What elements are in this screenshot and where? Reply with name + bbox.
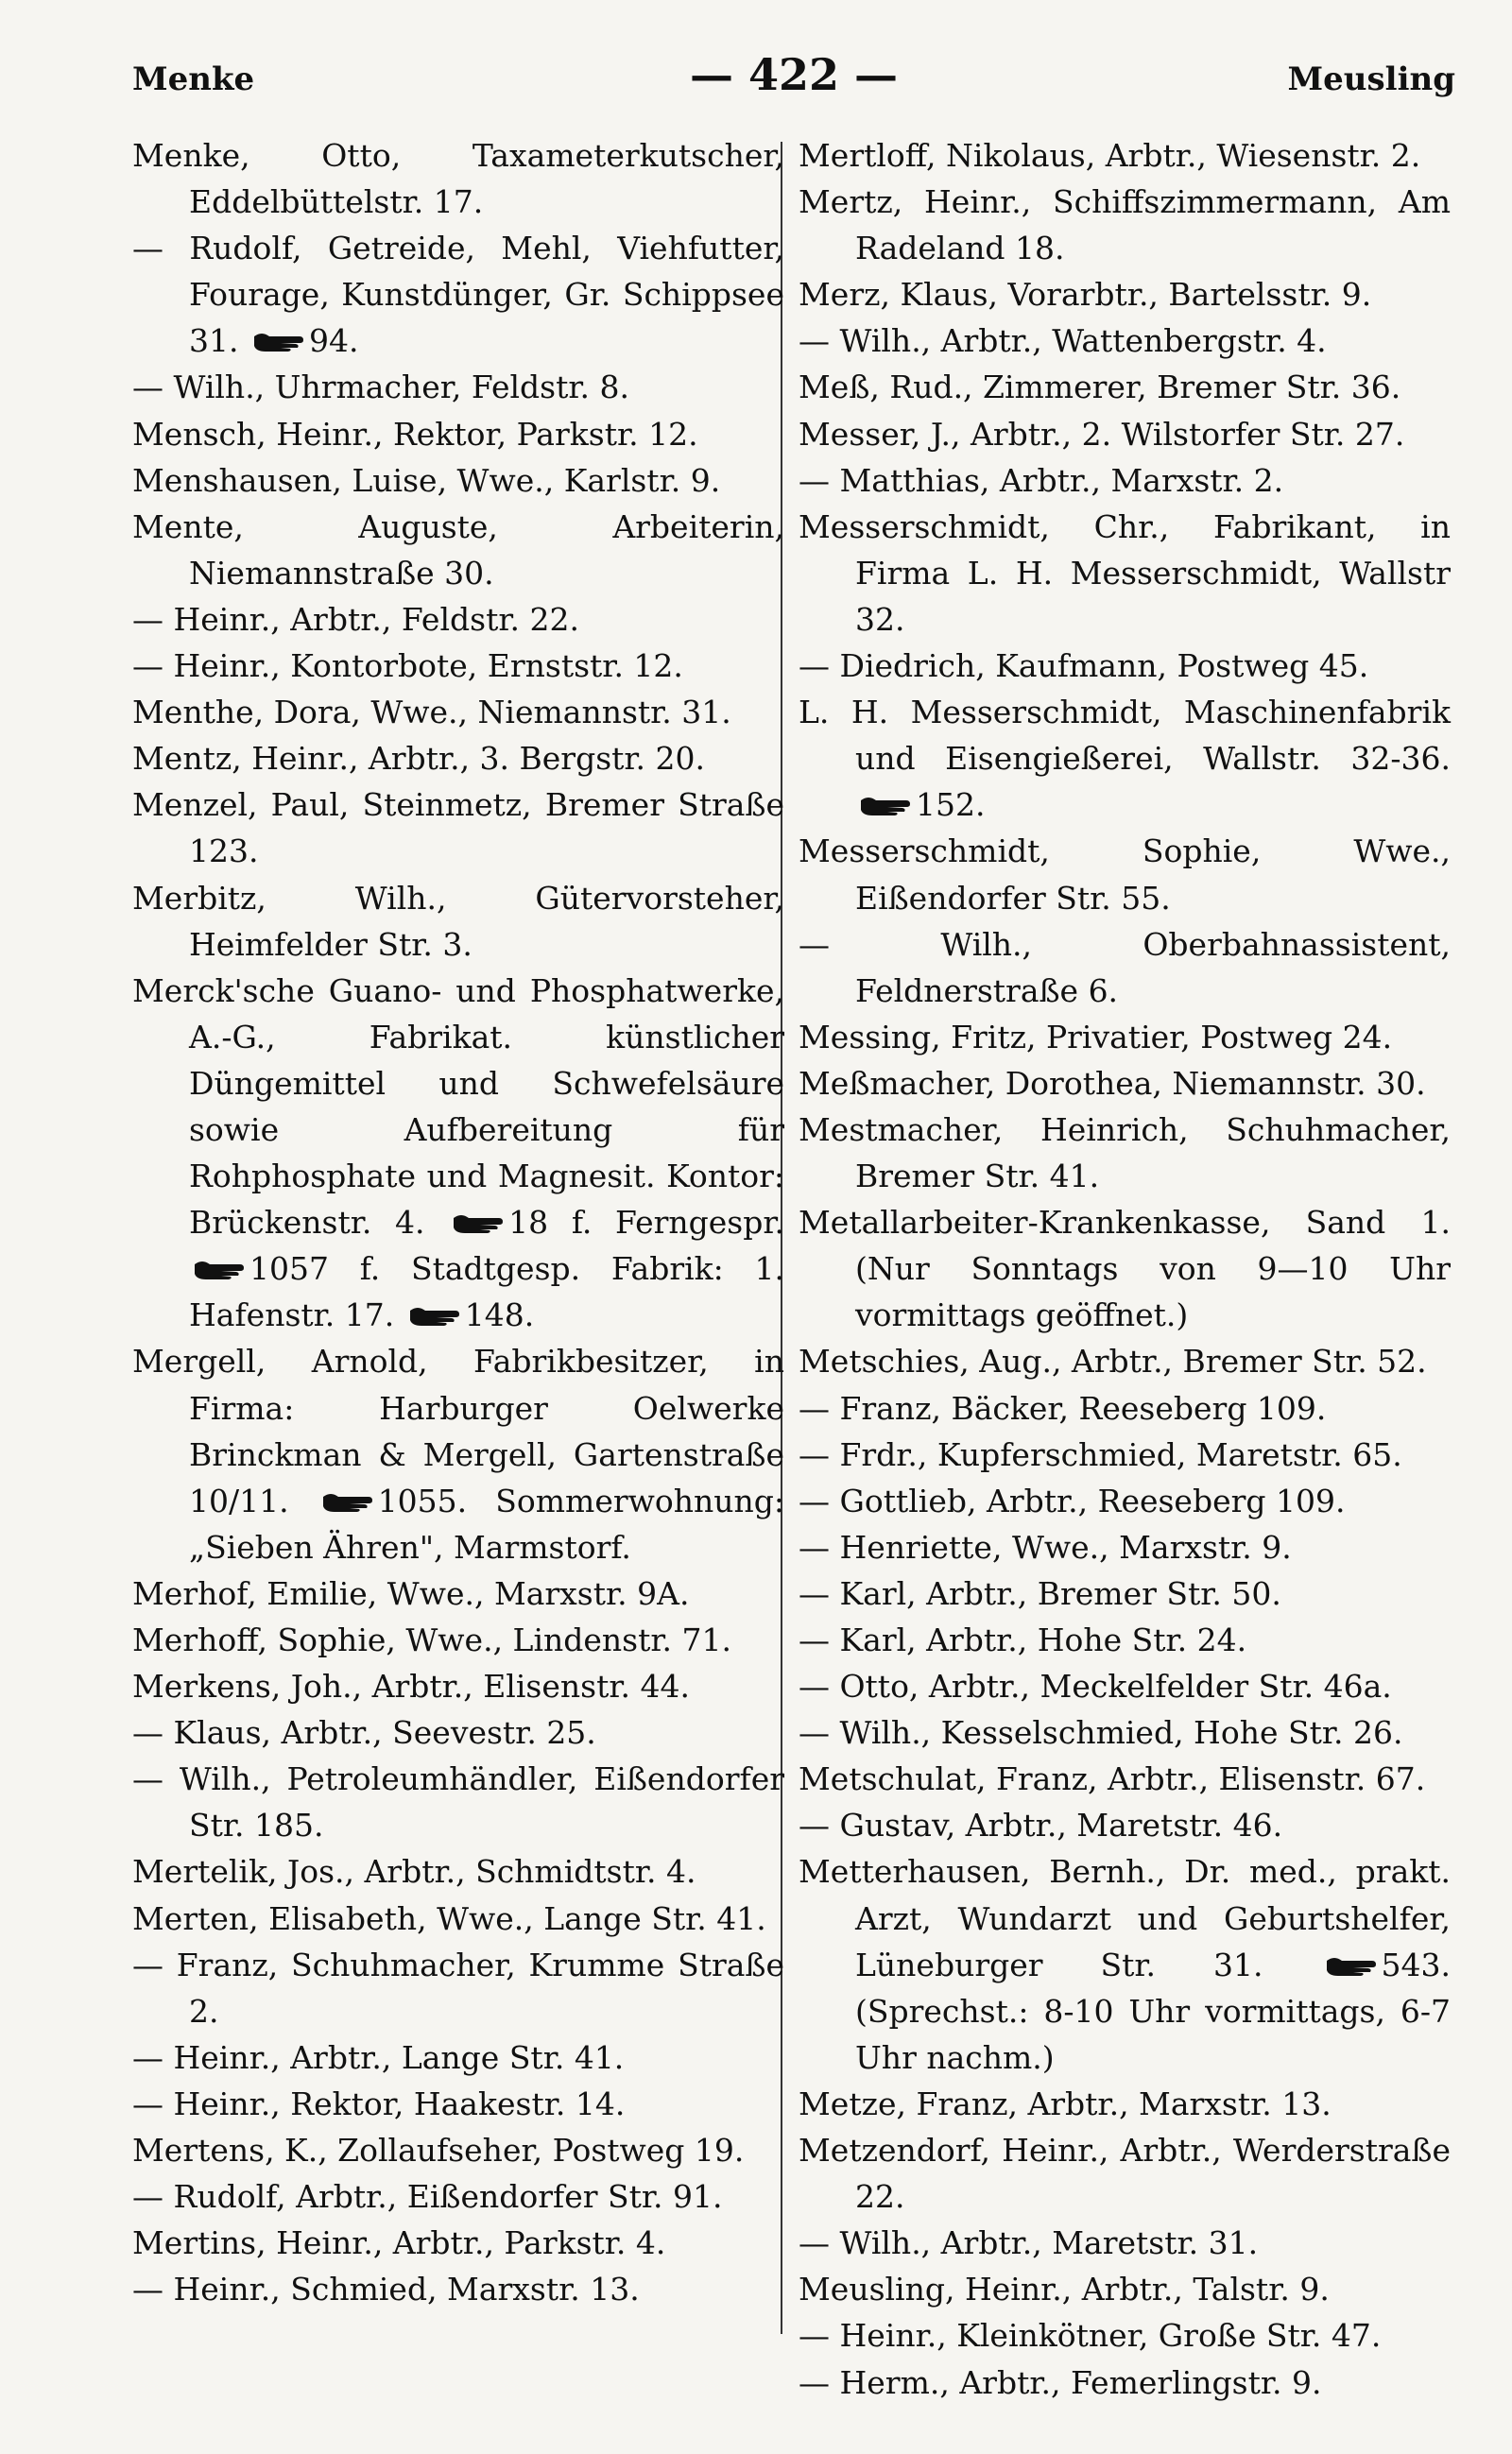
- entry-text: Merbitz, Wilh., Gütervorsteher, Heimfelder Str. 3.: [132, 879, 784, 963]
- left-column-entry: [132, 1338, 784, 1570]
- header-right-keyword: Meusling: [1287, 60, 1455, 98]
- entry-text: Metzendorf, Heinr., Arbtr., Werderstraße 22.: [799, 2132, 1451, 2216]
- entry-text: — Frdr., Kupferschmied, Maretstr. 65.: [799, 1435, 1402, 1473]
- right-column-entry: [799, 2081, 1451, 2127]
- left-column-entry: [132, 2127, 784, 2173]
- left-column-entry: [132, 504, 784, 596]
- phone-number: 543.: [1381, 1946, 1451, 1983]
- page-number: — 422 —: [689, 49, 899, 100]
- entry-text: L. H. Messerschmidt, Maschinenfabrik und Eisengießerei, Wallstr. 32-36.: [799, 694, 1451, 778]
- entry-text: — Franz, Schuhmacher, Krumme Straße 2.: [132, 1946, 784, 2030]
- page-header: [132, 42, 1455, 108]
- telephone-icon: [252, 331, 305, 353]
- entry-text: — Rudolf, Arbtr., Eißendorfer Str. 91.: [132, 2178, 723, 2216]
- header-left-keyword: Menke: [132, 60, 255, 98]
- entry-text: — Otto, Arbtr., Meckelfelder Str. 46a.: [799, 1668, 1392, 1706]
- right-column-entry: [799, 411, 1451, 457]
- entry-text: — Herm., Arbtr., Femerlingstr. 9.: [799, 2363, 1322, 2401]
- right-column-entry: [799, 643, 1451, 689]
- right-column-entry: [799, 1570, 1451, 1617]
- right-column-entry: [799, 1385, 1451, 1432]
- right-column-entry: [799, 1199, 1451, 1338]
- right-column-entry: [799, 504, 1451, 643]
- left-column-entry: [132, 2220, 784, 2266]
- entry-text: — Karl, Arbtr., Hohe Str. 24.: [799, 1622, 1247, 1658]
- entry-text: — Wilh., Kesselschmied, Hohe Str. 26.: [799, 1714, 1403, 1752]
- right-column-entry: [799, 1848, 1451, 2080]
- left-column-entry: [132, 643, 784, 689]
- left-column: [132, 132, 784, 2312]
- entry-text: Metze, Franz, Arbtr., Marxstr. 13.: [799, 2085, 1332, 2122]
- right-column-entry: [799, 2127, 1451, 2220]
- entry-text: Menzel, Paul, Steinmetz, Bremer Straße 123.: [132, 786, 784, 870]
- entry-text: Messerschmidt, Sophie, Wwe., Eißendorfer Str. 55.: [799, 832, 1451, 917]
- entry-text: Stadtgesp. Fabrik: 1. Hafenstr. 17.: [189, 1250, 784, 1334]
- right-column-entry: [799, 1709, 1451, 1756]
- left-column-entry: [132, 364, 784, 410]
- entry-text: — Karl, Arbtr., Bremer Str. 50.: [799, 1574, 1281, 1612]
- right-column-entry: [799, 1107, 1451, 1199]
- entry-text: — Heinr., Rektor, Haakestr. 14.: [132, 2085, 626, 2122]
- right-column-entry: [799, 271, 1451, 317]
- right-column-entry: [799, 317, 1451, 364]
- entry-text: Meßmacher, Dorothea, Niemannstr. 30.: [799, 1064, 1426, 1102]
- telephone-icon: [859, 795, 912, 817]
- entry-text: — Heinr., Kontorbote, Ernststr. 12.: [132, 647, 683, 685]
- entry-text: — Diedrich, Kaufmann, Postweg 45.: [799, 647, 1369, 685]
- right-column-entry: [799, 1756, 1451, 1802]
- entry-text: Merkens, Joh., Arbtr., Elisenstr. 44.: [132, 1668, 690, 1706]
- telephone-icon: [1325, 1955, 1378, 1978]
- entry-text: Metschulat, Franz, Arbtr., Elisenstr. 67.: [799, 1760, 1426, 1798]
- right-column-entry: [799, 1478, 1451, 1524]
- left-column-entry: [132, 1617, 784, 1663]
- entry-text: — Wilh., Arbtr., Maretstr. 31.: [799, 2224, 1259, 2262]
- entry-text: — Heinr., Schmied, Marxstr. 13.: [132, 2271, 640, 2308]
- entry-text: — Henriette, Wwe., Marxstr. 9.: [799, 1528, 1292, 1566]
- right-column-entry: [799, 2312, 1451, 2359]
- entry-text: Mensch, Heinr., Rektor, Parkstr. 12.: [132, 415, 698, 453]
- phone-number: 148.: [464, 1296, 535, 1334]
- entry-text: Sommerwohnung: „Sieben Ähren", Marmstorf.: [189, 1482, 784, 1566]
- entry-text: — Matthias, Arbtr., Marxstr. 2.: [799, 461, 1284, 499]
- telephone-icon: [452, 1212, 505, 1235]
- entry-text: — Rudolf, Getreide, Mehl, Viehfutter, Fourage, Kunstdünger, Gr. Schippsee 31.: [132, 230, 784, 360]
- entry-text: Merhof, Emilie, Wwe., Marxstr. 9A.: [132, 1574, 690, 1612]
- entry-text: Messerschmidt, Chr., Fabrikant, in Firma L. H. Messerschmidt, Wallstr 32.: [799, 507, 1451, 638]
- entry-text: Metschies, Aug., Arbtr., Bremer Str. 52.: [799, 1343, 1427, 1381]
- entry-text: — Heinr., Arbtr., Lange Str. 41.: [132, 2038, 625, 2076]
- left-column-entry: [132, 457, 784, 504]
- left-column-entry: [132, 1756, 784, 1848]
- right-column-entry: [799, 1802, 1451, 1848]
- phone-number: 152.: [916, 786, 986, 824]
- entry-text: Merhoff, Sophie, Wwe., Lindenstr. 71.: [132, 1622, 731, 1658]
- right-column-entry: [799, 1524, 1451, 1570]
- entry-text: — Wilh., Oberbahnassistent, Feldnerstraße 6.: [799, 925, 1451, 1009]
- right-column: [799, 132, 1451, 2406]
- telephone-icon: [321, 1491, 374, 1514]
- left-column-entry: [132, 1896, 784, 1942]
- right-column-entry: [799, 364, 1451, 410]
- left-column-entry: [132, 2173, 784, 2220]
- entry-text: Merten, Elisabeth, Wwe., Lange Str. 41.: [132, 1899, 766, 1937]
- left-column-entry: [132, 1848, 784, 1895]
- entry-text: — Gottlieb, Arbtr., Reeseberg 109.: [799, 1482, 1346, 1519]
- entry-text: — Wilh., Petroleumhändler, Eißendorfer Str. 185.: [132, 1760, 784, 1845]
- left-column-entry: [132, 875, 784, 968]
- entry-text: Mentz, Heinr., Arbtr., 3. Bergstr. 20.: [132, 740, 706, 778]
- entry-text: Mertins, Heinr., Arbtr., Parkstr. 4.: [132, 2224, 666, 2262]
- entry-text: Metterhausen, Bernh., Dr. med., prakt. Arzt, Wundarzt und Geburtshelfer, Lüneburger Str. 31.: [799, 1853, 1451, 1983]
- entry-text: Mertz, Heinr., Schiffszimmermann, Am Radeland 18.: [799, 183, 1451, 267]
- left-column-entry: [132, 411, 784, 457]
- right-column-entry: [799, 179, 1451, 271]
- right-column-entry: [799, 921, 1451, 1014]
- left-column-entry: [132, 735, 784, 781]
- telephone-icon: [408, 1305, 461, 1328]
- entry-text: Menshausen, Luise, Wwe., Karlstr. 9.: [132, 461, 721, 499]
- left-column-entry: [132, 781, 784, 874]
- right-column-entry: [799, 689, 1451, 828]
- left-column-entry: [132, 2034, 784, 2081]
- entry-text: — Franz, Bäcker, Reeseberg 109.: [799, 1389, 1327, 1427]
- right-column-entry: [799, 1617, 1451, 1663]
- left-column-entry: [132, 689, 784, 735]
- entry-text: Messer, J., Arbtr., 2. Wilstorfer Str. 27.: [799, 415, 1405, 453]
- phone-number: 1055.: [377, 1482, 468, 1519]
- entry-text: Meusling, Heinr., Arbtr., Talstr. 9.: [799, 2271, 1330, 2308]
- left-column-entry: [132, 2081, 784, 2127]
- entry-text: Mertelik, Jos., Arbtr., Schmidtstr. 4.: [132, 1853, 696, 1891]
- phone-number: 94.: [308, 322, 359, 360]
- entry-text: Mestmacher, Heinrich, Schuhmacher, Bremer Str. 41.: [799, 1110, 1451, 1195]
- right-column-entry: [799, 457, 1451, 504]
- entry-text: Merz, Klaus, Vorarbtr., Bartelsstr. 9.: [799, 276, 1372, 314]
- entry-text: Menthe, Dora, Wwe., Niemannstr. 31.: [132, 694, 731, 731]
- entry-text: — Wilh., Uhrmacher, Feldstr. 8.: [132, 369, 629, 406]
- entry-text: Merck'sche Guano- und Phosphatwerke, A.-G., Fabrikat. künstlicher Düngemittel und Schwefelsäure sowie Aufbereitung für Rohphosphate und Magnesit. Kontor: Brückenstr. 4.: [132, 971, 784, 1242]
- right-column-entry: [799, 1432, 1451, 1478]
- entry-text: Menke, Otto, Taxameterkutscher, Eddelbüttelstr. 17.: [132, 137, 784, 221]
- left-column-entry: [132, 225, 784, 364]
- left-column-entry: [132, 1942, 784, 2034]
- entry-text: Meß, Rud., Zimmerer, Bremer Str. 36.: [799, 369, 1401, 406]
- right-column-entry: [799, 1338, 1451, 1384]
- right-column-entry: [799, 2360, 1451, 2406]
- right-column-entry: [799, 1663, 1451, 1709]
- right-column-entry: [799, 2220, 1451, 2266]
- entry-text: (Sprechst.: 8-10 Uhr vormittags, 6-7 Uhr nachm.): [855, 1992, 1451, 2076]
- entry-text: — Heinr., Arbtr., Feldstr. 22.: [132, 600, 579, 638]
- right-column-entry: [799, 1014, 1451, 1060]
- entry-text: — Heinr., Kleinkötner, Große Str. 47.: [799, 2317, 1382, 2355]
- entry-text: Metallarbeiter-Krankenkasse, Sand 1. (Nur Sonntags von 9—10 Uhr vormittags geöffnet.): [799, 1204, 1451, 1334]
- entry-text: Mertens, K., Zollaufseher, Postweg 19.: [132, 2132, 745, 2170]
- entry-text: Messing, Fritz, Privatier, Postweg 24.: [799, 1018, 1393, 1055]
- right-column-entry: [799, 1060, 1451, 1107]
- left-column-entry: [132, 968, 784, 1339]
- entry-text: Mertloff, Nikolaus, Arbtr., Wiesenstr. 2.: [799, 137, 1421, 174]
- telephone-icon: [193, 1259, 246, 1281]
- phone-number: 1057 f.: [249, 1250, 381, 1288]
- right-column-entry: [799, 828, 1451, 920]
- left-column-entry: [132, 1570, 784, 1617]
- left-column-entry: [132, 1663, 784, 1709]
- left-column-entry: [132, 132, 784, 225]
- left-column-entry: [132, 2266, 784, 2312]
- phone-number: 18 f. Ferngespr.: [508, 1204, 784, 1242]
- entry-text: — Gustav, Arbtr., Maretstr. 46.: [799, 1807, 1283, 1845]
- entry-text: Mergell, Arnold, Fabrikbesitzer, in Firma: Harburger Oelwerke Brinckman & Mergell, Gartenstraße 10/11.: [132, 1343, 784, 1519]
- right-column-entry: [799, 2266, 1451, 2312]
- right-column-entry: [799, 132, 1451, 179]
- entry-text: Mente, Auguste, Arbeiterin, Niemannstraße 30.: [132, 507, 784, 592]
- left-column-entry: [132, 596, 784, 643]
- left-column-entry: [132, 1709, 784, 1756]
- entry-text: — Wilh., Arbtr., Wattenbergstr. 4.: [799, 322, 1327, 360]
- entry-text: — Klaus, Arbtr., Seevestr. 25.: [132, 1714, 596, 1752]
